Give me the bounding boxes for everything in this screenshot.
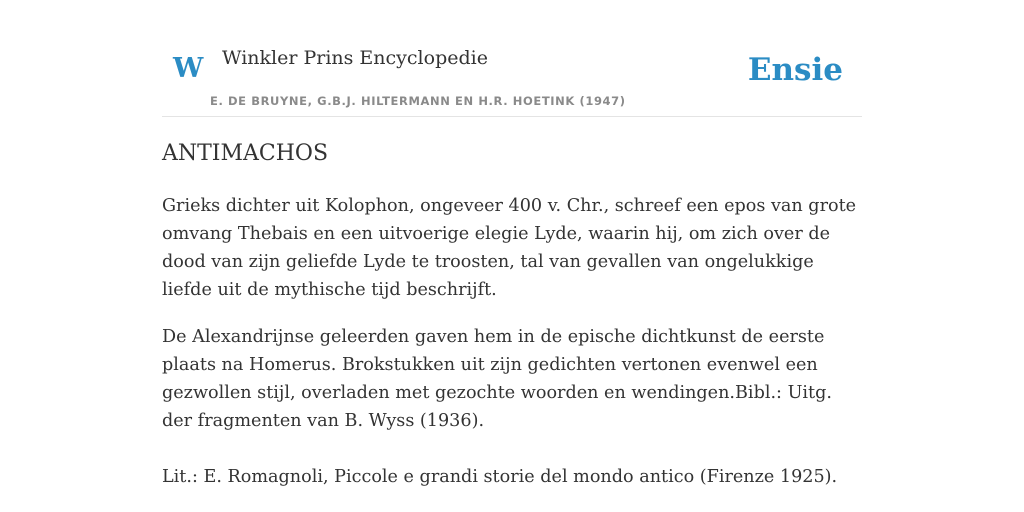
paragraph-1: Grieks dichter uit Kolophon, ongeveer 400 v. Chr., schreef een epos van grote omvang Thebais en een uitvoerige elegie Lyde, waarin hij, om zich over de dood van zijn geliefde Lyde te troosten, tal van gevallen van ongelukkige liefde uit de mythische tijd beschrijft. xyxy=(162,196,857,300)
paragraph-2: De Alexandrijnse geleerden gaven hem in de epische dichtkunst de eerste plaats na Homerus. Brokstukken uit zijn gedichten vertonen evenwel een gezwollen stijl, overladen met gezochte woorden en wendingen.Bibl.: Uitg. der fragmenten van B. Wyss (1936). xyxy=(162,327,832,431)
entry-title: ANTIMACHOS xyxy=(162,141,329,166)
header xyxy=(162,0,862,117)
paragraph-3: Lit.: E. Romagnoli, Piccole e grandi storie del mondo antico (Firenze 1925). xyxy=(162,467,838,487)
authors-line: E. DE BRUYNE, G.B.J. HILTERMANN EN H.R. HOETINK (1947) xyxy=(210,94,626,108)
winkler-prins-logo[interactable]: W xyxy=(173,53,204,84)
site-title-link[interactable]: Winkler Prins Encyclopedie xyxy=(222,47,488,69)
page xyxy=(162,0,862,512)
ensie-brand-logo[interactable]: Ensie xyxy=(747,52,843,88)
